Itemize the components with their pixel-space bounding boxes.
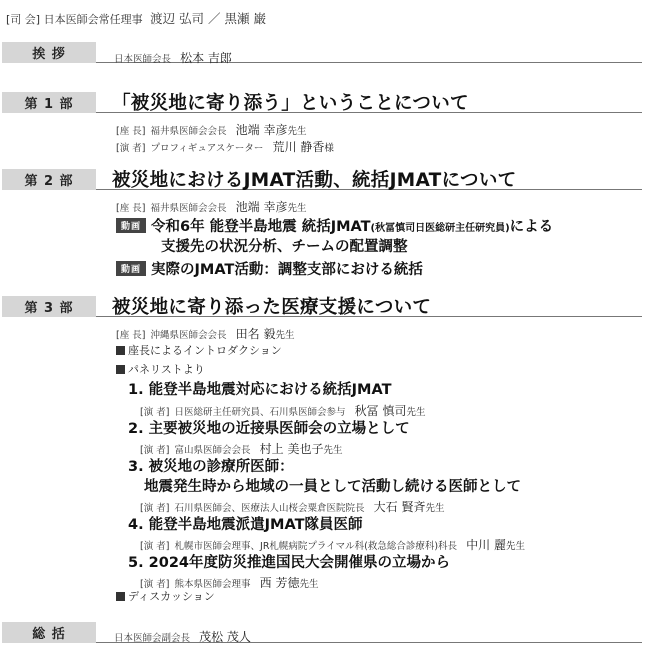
video-1-text-b: による — [509, 219, 554, 235]
square-bullet-icon — [116, 365, 125, 374]
speaker-name: 西 芳徳 — [259, 576, 300, 590]
talk-5-title: 5. 2024年度防災推進国民大会開催県の立場から — [128, 555, 451, 571]
video-1-paren: (秋冨慎司日医総研主任研究員) — [370, 223, 510, 234]
summary-speaker — [114, 626, 251, 645]
speaker-label: [演 者] — [140, 579, 170, 590]
speaker-name: 村上 美也子 — [259, 442, 324, 456]
talk-1-title: 1. 能登半島地震対応における統括JMAT — [128, 382, 392, 398]
chair-label: [座 長] — [116, 203, 146, 214]
chair-role: 福井県医師会会長 — [150, 203, 227, 214]
speaker-suffix: 先生 — [425, 503, 445, 514]
talk-4-title: 4. 能登半島地震派遣JMAT隊員医師 — [128, 517, 363, 533]
discussion-text: ディスカッション — [128, 590, 215, 603]
speaker-suffix: 先生 — [299, 579, 319, 590]
speaker-role: 札幌市医師会理事、JR札幌病院プライマル科(救急総合診療科)科長 — [174, 541, 458, 552]
chair-suffix: 先生 — [287, 203, 307, 214]
chair-name: 池端 幸彦 — [235, 123, 288, 137]
video-1-text-a: 令和6年 能登半島地震 統括JMAT — [151, 219, 371, 235]
discussion-item — [116, 588, 215, 604]
speaker-name: 大石 賢斉 — [373, 500, 426, 514]
greeting-name: 松本 吉郎 — [180, 51, 232, 65]
speaker-suffix: 様 — [324, 143, 334, 154]
greeting-role: 日本医師会長 — [114, 54, 172, 65]
chair-label: [座 長] — [116, 126, 146, 137]
speaker-label: [演 者] — [116, 143, 146, 154]
part1-title: 「被災地に寄り添う」ということについて — [112, 93, 469, 114]
chair-role: 沖縄県医師会会長 — [150, 330, 227, 341]
summary-role: 日本医師会副会長 — [114, 633, 191, 644]
talk-3-title-line-2: 地震発生時から地域の一員として活動し続ける医師として — [144, 479, 521, 495]
chair-name: 田名 毅 — [235, 327, 276, 341]
video-item-1 — [116, 215, 553, 236]
chair-suffix: 先生 — [287, 126, 307, 137]
intro-text: 座長によるイントロダクション — [128, 344, 282, 357]
speaker-name: 中川 麗 — [466, 538, 506, 552]
speaker-role: 石川県医師会、医療法人山桜会粟倉医院院長 — [174, 503, 365, 514]
talk-3-title: 3. 被災地の診療所医師： — [128, 459, 294, 475]
chair-name: 池端 幸彦 — [235, 200, 288, 214]
speaker-label: [演 者] — [140, 541, 170, 552]
panelists-item — [116, 361, 205, 377]
part2-chair — [116, 196, 306, 215]
part1-label: 第 1 部 — [2, 92, 96, 113]
video-1-line-2: 支援先の状況分析、チームの配置調整 — [161, 239, 408, 255]
summary-name: 茂松 茂人 — [199, 630, 251, 644]
video-badge: 動画 — [116, 261, 146, 276]
part3-label: 第 3 部 — [2, 296, 96, 317]
part1-speaker — [116, 136, 334, 155]
speaker-role: 富山県医師会会長 — [174, 445, 251, 456]
part3-title: 被災地に寄り添った医療支援について — [112, 297, 432, 318]
video-1-line-1 — [151, 219, 553, 235]
moderator-label: [司 会] 日本医師会常任理事 — [6, 13, 143, 26]
summary-label: 総 括 — [2, 622, 96, 643]
greeting-label: 挨 拶 — [2, 42, 96, 63]
video-2-text: 実際のJMAT活動：調整支部における統括 — [151, 262, 423, 278]
chair-suffix: 先生 — [275, 330, 295, 341]
chair-label: [座 長] — [116, 330, 146, 341]
part3-chair — [116, 323, 294, 342]
speaker-label: [演 者] — [140, 445, 170, 456]
part2-label: 第 2 部 — [2, 169, 96, 190]
greeting-speaker — [114, 47, 232, 66]
speaker-label: [演 者] — [140, 503, 170, 514]
moderator-line — [6, 9, 266, 27]
speaker-label: [演 者] — [140, 407, 170, 418]
square-bullet-icon — [116, 592, 125, 601]
panelists-text: パネリストより — [128, 363, 205, 376]
speaker-name: 荒川 静香 — [272, 140, 325, 154]
intro-item — [116, 342, 282, 358]
speaker-role: プロフィギュアスケーター — [150, 143, 264, 154]
speaker-suffix: 先生 — [323, 445, 343, 456]
video-badge: 動画 — [116, 218, 146, 233]
speaker-role: 日医総研主任研究員、石川県医師会参与 — [174, 407, 346, 418]
speaker-suffix: 先生 — [406, 407, 426, 418]
talk-2-title: 2. 主要被災地の近接県医師会の立場として — [128, 421, 410, 437]
speaker-name: 秋冨 慎司 — [354, 404, 407, 418]
video-item-2 — [116, 258, 423, 279]
part2-title: 被災地におけるJMAT活動、統括JMATについて — [112, 170, 517, 191]
chair-role: 福井県医師会会長 — [150, 126, 227, 137]
speaker-suffix: 先生 — [505, 541, 525, 552]
square-bullet-icon — [116, 346, 125, 355]
speaker-role: 熊本県医師会理事 — [174, 579, 251, 590]
moderator-names: 渡辺 弘司 ／ 黒瀬 巌 — [150, 11, 266, 26]
